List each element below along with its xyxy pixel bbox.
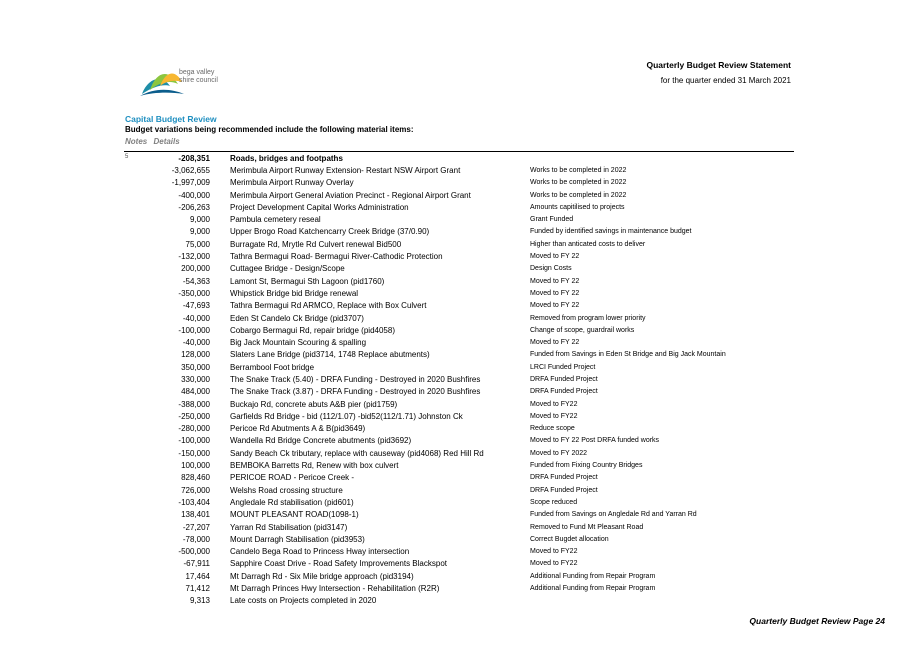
table-row	[126, 398, 726, 410]
row-amount: -500,000	[178, 547, 210, 557]
table-row	[126, 509, 726, 521]
row-comment: DRFA Funded Project	[530, 388, 598, 396]
row-amount: 484,000	[181, 387, 210, 397]
row-description: Welshs Road crossing structure	[230, 485, 343, 495]
table-row	[126, 238, 726, 250]
table-row	[126, 472, 726, 484]
row-amount: -1,997,009	[171, 178, 210, 188]
table-row	[126, 164, 726, 176]
row-description: Merimbula Airport Runway Extension- Restart NSW Airport Grant	[230, 165, 461, 175]
table-row	[126, 300, 726, 312]
table-row	[126, 447, 726, 459]
row-comment: Reduce scope	[530, 425, 575, 433]
heading-description: Roads, bridges and footpaths	[230, 153, 343, 163]
row-comment: Grant Funded	[530, 216, 574, 224]
row-amount: -100,000	[178, 325, 210, 335]
row-comment: Moved to FY 22	[530, 277, 580, 285]
row-description: Berrambool Foot bridge	[230, 362, 315, 372]
section-title: Capital Budget Review	[125, 114, 217, 124]
row-description: Burragate Rd, Mrytle Rd Culvert renewal Bid500	[230, 239, 402, 249]
row-description: Big Jack Mountain Scouring & spalling	[230, 338, 367, 348]
row-comment: Works to be completed in 2022	[530, 166, 627, 174]
row-amount: 200,000	[181, 264, 210, 274]
row-amount: 9,000	[189, 227, 210, 237]
table-row	[126, 435, 726, 447]
row-comment: Funded from Savings in Eden St Bridge and Big Jack Mountain	[530, 351, 726, 359]
table-row	[126, 533, 726, 545]
row-amount: 330,000	[181, 374, 210, 384]
row-description: Merimbula Airport Runway Overlay	[230, 178, 354, 188]
table-row	[126, 213, 726, 225]
row-marker: 5	[125, 154, 129, 160]
row-amount: 350,000	[181, 362, 210, 372]
row-comment: Moved to FY22	[530, 412, 578, 420]
row-description: Late costs on Projects completed in 2020	[230, 596, 377, 606]
row-description: Candelo Bega Road to Princess Hway intersection	[230, 547, 410, 557]
budget-variations-table	[126, 152, 726, 607]
table-row	[126, 546, 726, 558]
row-comment: Additional Funding from Repair Program	[530, 572, 656, 580]
table-row	[126, 484, 726, 496]
table-row	[126, 595, 726, 607]
table-row	[126, 496, 726, 508]
row-amount: -3,062,655	[171, 165, 210, 175]
table-row	[126, 201, 726, 213]
row-amount: -27,207	[182, 522, 210, 532]
row-comment: Moved to FY 22	[530, 289, 580, 297]
logo-line-1: bega valley	[179, 69, 215, 76]
row-description: Angledale Rd stabilisation (pid601)	[230, 497, 354, 507]
row-comment: Higher than anticated costs to deliver	[530, 240, 646, 248]
statement-subtitle: for the quarter ended 31 March 2021	[660, 76, 791, 85]
table-row	[126, 250, 726, 262]
row-amount: -350,000	[178, 288, 210, 298]
statement-title: Quarterly Budget Review Statement	[646, 60, 791, 70]
row-amount: 828,460	[181, 473, 210, 483]
table-row	[126, 324, 726, 336]
row-comment: DRFA Funded Project	[530, 486, 598, 494]
row-amount: 71,412	[185, 584, 210, 594]
row-description: Mount Darragh Stabilisation (pid3953)	[230, 534, 365, 544]
table-row	[126, 189, 726, 201]
row-comment: Moved to FY 22	[530, 253, 580, 261]
row-comment: Works to be completed in 2022	[530, 191, 627, 199]
row-comment: Funded by identified savings in maintenance budget	[530, 228, 692, 236]
row-description: Upper Brogo Road Katchencarry Creek Bridge (37/0.90)	[230, 227, 430, 237]
row-comment: Moved to FY 22 Post DRFA funded works	[530, 437, 660, 445]
table-row	[126, 570, 726, 582]
table-row	[126, 361, 726, 373]
page-footer: Quarterly Budget Review Page 24	[749, 616, 885, 626]
table-row	[126, 558, 726, 570]
row-description: Buckajo Rd, concrete abuts A&B pier (pid1759)	[230, 399, 398, 409]
row-comment: Funded from Fixing Country Bridges	[530, 462, 643, 470]
row-amount: -78,000	[182, 534, 210, 544]
row-comment: Amounts capitilised to projects	[530, 203, 625, 211]
row-amount: -280,000	[178, 424, 210, 434]
logo-line-2: shire council	[179, 77, 218, 84]
row-description: Tathra Bermagui Road- Bermagui River-Cathodic Protection	[230, 252, 443, 262]
table-row	[126, 312, 726, 324]
row-description: Sapphire Coast Drive - Road Safety Improvements Blackspot	[230, 559, 447, 569]
heading-amount: -208,351	[178, 153, 210, 163]
row-amount: 128,000	[181, 350, 210, 360]
row-description: Project Development Capital Works Administration	[230, 202, 409, 212]
row-description: The Snake Track (3.87) - DRFA Funding - Destroyed in 2020 Bushfires	[230, 387, 481, 397]
table-row	[126, 521, 726, 533]
row-amount: -150,000	[178, 448, 210, 458]
row-amount: -40,000	[182, 313, 210, 323]
table-row	[126, 349, 726, 361]
section-subtitle: Budget variations being recommended include the following material items:	[125, 125, 414, 134]
row-description: Mt Darragh Rd - Six Mile bridge approach (pid3194)	[230, 571, 414, 581]
row-comment: Design Costs	[530, 265, 572, 273]
row-description: Cuttagee Bridge - Design/Scope	[230, 264, 345, 274]
row-description: Lamont St, Bermagui Sth Lagoon (pid1760)	[230, 276, 385, 286]
row-comment: DRFA Funded Project	[530, 375, 598, 383]
table-row	[126, 410, 726, 422]
row-comment: DRFA Funded Project	[530, 474, 598, 482]
row-description: Tathra Bermagui Rd ARMCO, Replace with Box Culvert	[230, 301, 427, 311]
row-amount: 17,464	[185, 571, 210, 581]
row-description: Yarran Rd Stabilisation (pid3147)	[230, 522, 348, 532]
table-row	[126, 386, 726, 398]
row-amount: -206,263	[178, 202, 210, 212]
table-row	[126, 287, 726, 299]
row-comment: Moved to FY22	[530, 560, 578, 568]
category-heading-row	[126, 152, 726, 164]
row-description: Eden St Candelo Ck Bridge (pid3707)	[230, 313, 364, 323]
table-row	[126, 336, 726, 348]
row-comment: LRCI Funded Project	[530, 363, 596, 371]
table-row	[126, 226, 726, 238]
heading-comment	[530, 152, 726, 164]
row-amount: 9,313	[189, 596, 210, 606]
table-row	[126, 275, 726, 287]
table-row	[126, 373, 726, 385]
row-comment: Removed to Fund Mt Pleasant Road	[530, 523, 644, 531]
column-labels	[125, 137, 184, 146]
table-row	[126, 177, 726, 189]
row-comment: Works to be completed in 2022	[530, 179, 627, 187]
row-amount: -388,000	[178, 399, 210, 409]
row-comment: Moved to FY 2022	[530, 449, 588, 457]
row-description: The Snake Track (5.40) - DRFA Funding - Destroyed in 2020 Bushfires	[230, 374, 481, 384]
row-amount: 138,401	[181, 510, 210, 520]
row-description: Garfields Rd Bridge - bid (112/1.07) -bid52(112/1.71) Johnston Ck	[230, 411, 463, 421]
row-comment: Moved to FY 22	[530, 302, 580, 310]
row-description: Cobargo Bermagui Rd, repair bridge (pid4058)	[230, 325, 395, 335]
row-amount: 726,000	[181, 485, 210, 495]
row-amount: -47,693	[182, 301, 210, 311]
row-description: Mt Darragh Princes Hwy Intersection - Rehabilitation (R2R)	[230, 584, 440, 594]
row-amount: -250,000	[178, 411, 210, 421]
row-description: BEMBOKA Barretts Rd, Renew with box culvert	[230, 461, 399, 471]
row-amount: -40,000	[182, 338, 210, 348]
row-amount: 9,000	[189, 215, 210, 225]
row-comment: Change of scope, guardrail works	[530, 326, 635, 334]
notes-label: Notes	[125, 137, 148, 146]
row-amount: -67,911	[183, 559, 210, 569]
row-comment: Correct Bugdet allocation	[530, 535, 609, 543]
row-description: MOUNT PLEASANT ROAD(1098-1)	[230, 510, 359, 520]
row-amount: -132,000	[178, 252, 210, 262]
row-description: Slaters Lane Bridge (pid3714, 1748 Replace abutments)	[230, 350, 430, 360]
row-comment: Removed from program lower priority	[530, 314, 646, 322]
row-amount: -54,363	[182, 276, 210, 286]
table-row	[126, 423, 726, 435]
row-comment: Moved to FY 22	[530, 339, 580, 347]
details-label: Details	[153, 137, 180, 146]
row-description: PERICOE ROAD - Pericoe Creek -	[230, 473, 355, 483]
row-comment: Funded from Savings on Angledale Rd and Yarran Rd	[530, 511, 697, 519]
row-amount: -103,404	[178, 497, 210, 507]
row-amount: 75,000	[185, 239, 210, 249]
row-amount: 100,000	[181, 461, 210, 471]
row-description: Pericoe Rd Abutments A & B(pid3649)	[230, 424, 366, 434]
row-description: Merimbula Airport General Aviation Precinct - Regional Airport Grant	[230, 190, 471, 200]
row-comment: Moved to FY22	[530, 548, 578, 556]
row-amount: -400,000	[178, 190, 210, 200]
table-row	[126, 582, 726, 594]
row-comment: Additional Funding from Repair Program	[530, 585, 656, 593]
row-description: Wandella Rd Bridge Concrete abutments (pid3692)	[230, 436, 412, 446]
row-amount: -100,000	[178, 436, 210, 446]
row-comment	[530, 595, 726, 607]
table-row	[126, 459, 726, 471]
row-description: Whipstick Bridge bid Bridge renewal	[230, 288, 359, 298]
row-comment: Moved to FY22	[530, 400, 578, 408]
row-comment: Scope reduced	[530, 498, 578, 506]
row-description: Sandy Beach Ck tributary, replace with causeway (pid4068) Red Hill Rd	[230, 448, 484, 458]
logo-text	[179, 69, 218, 85]
table-row	[126, 263, 726, 275]
row-description: Pambula cemetery reseal	[230, 215, 321, 225]
